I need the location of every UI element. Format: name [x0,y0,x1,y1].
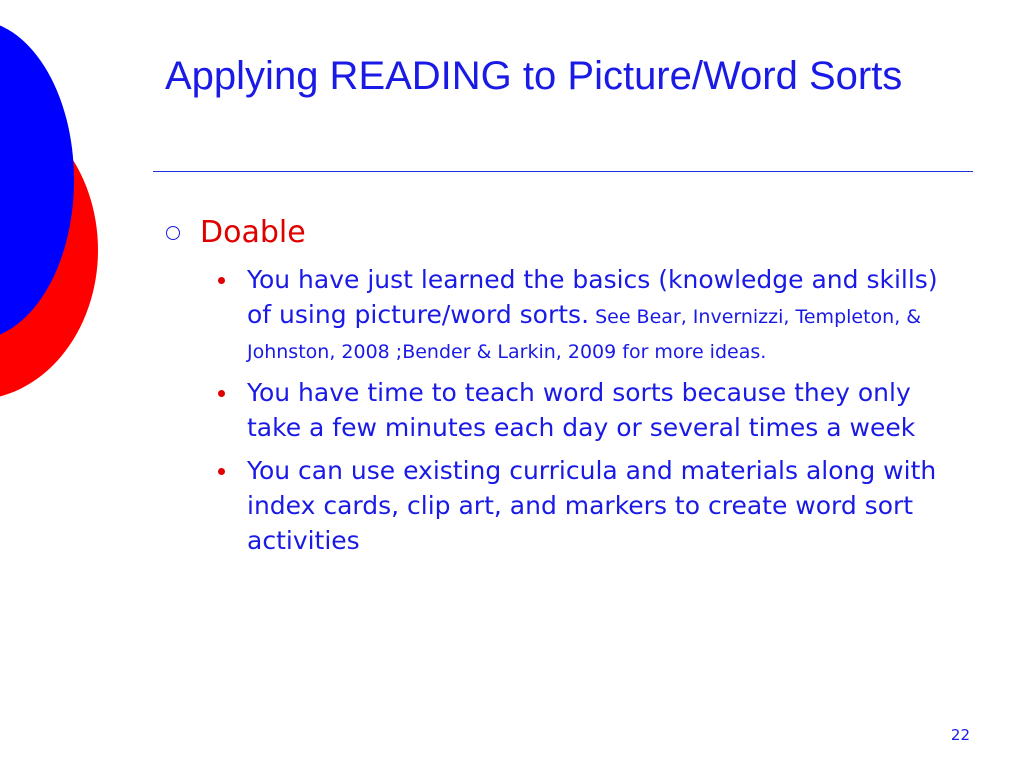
bullet-list [218,262,968,566]
list-item [218,375,968,445]
slide-title: Applying READING to Picture/Word Sorts [165,54,903,98]
bullet-text: You have time to teach word sorts because they only take a few minutes each day or several times a week [247,378,916,442]
heading-label: Doable [200,215,306,250]
red-dot-bullet-icon [218,390,225,397]
heading-item [166,213,966,253]
bullet-text [247,262,968,367]
hollow-circle-bullet-icon [166,226,180,240]
bullet-reference-note: See Bear, Invernizzi, Templeton, & Johnston, 2008 ;Bender & Larkin, 2009 for more ideas. [247,306,922,363]
bullet-main-text: You have just learned the basics (knowledge and skills) of using picture/word sorts. [247,265,938,329]
bullet-text: You can use existing curricula and materials along with index cards, clip art, and markers to create word sort activities [247,456,937,555]
title-divider [153,171,973,172]
page-number: 22 [950,726,970,744]
red-dot-bullet-icon [218,468,225,475]
red-dot-bullet-icon [218,277,225,284]
list-item [218,453,968,558]
list-item [218,262,968,367]
